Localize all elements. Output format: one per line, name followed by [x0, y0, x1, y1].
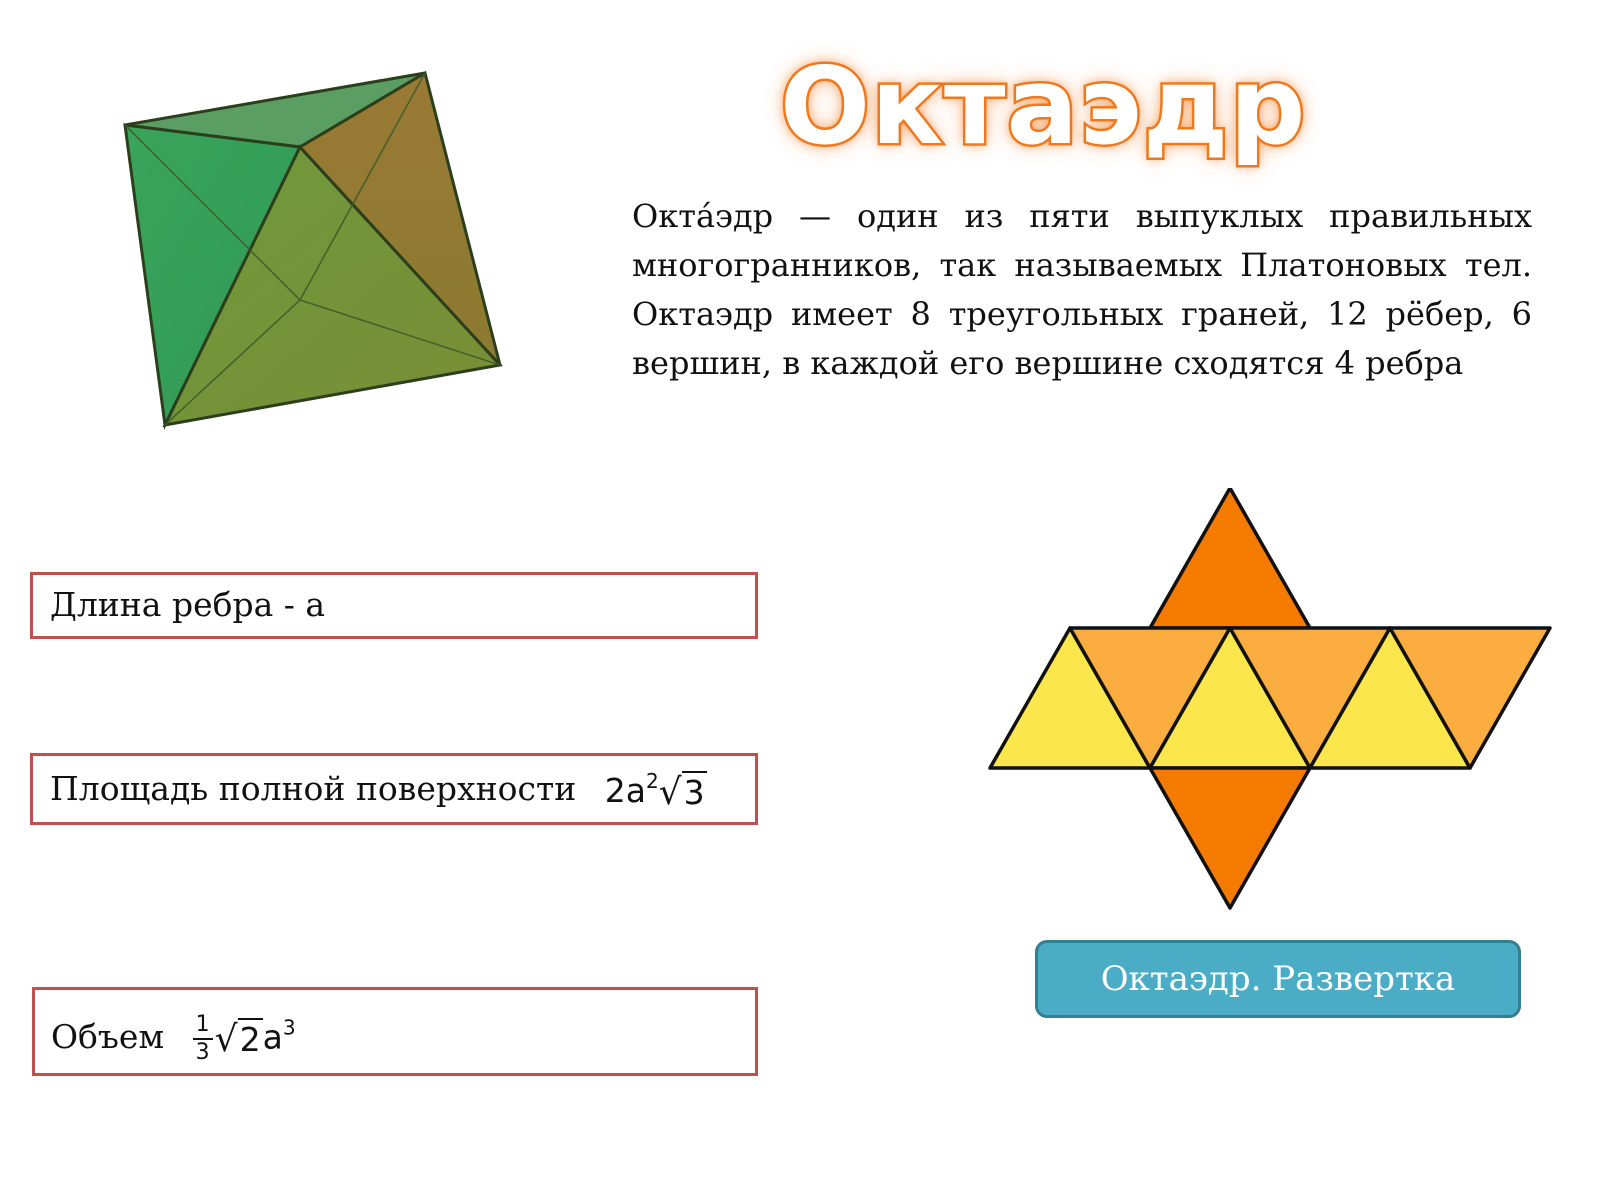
net-triangle-top: [1150, 488, 1310, 628]
surface-radicand: 3: [683, 773, 705, 812]
surface-area-formula: [605, 769, 707, 813]
surface-coef: 2a: [604, 771, 646, 810]
volume-numerator: 1: [193, 1012, 213, 1040]
volume-power: 3: [282, 1015, 296, 1040]
volume-denominator: 3: [195, 1040, 210, 1065]
surface-power: 2: [645, 769, 659, 793]
edge-length-label: Длина ребра - a: [50, 585, 326, 624]
slide-title: Октаэдр: [780, 45, 1307, 168]
volume-box: [32, 987, 758, 1076]
net-triangle-bottom: [1150, 768, 1310, 908]
sqrt-symbol: √2: [214, 1018, 261, 1060]
volume-label: Объем: [51, 1017, 165, 1056]
volume-var: a: [262, 1017, 283, 1057]
octahedron-description: Окта́эдр — один из пяти выпуклых правильных многогранников, так называемых Платоновых тел. Октаэдр имеет 8 треугольных граней, 12 рёбер, 6 вершин, в каждой его вершине сходятся 4 ребра: [632, 197, 1532, 382]
octahedron-image: [115, 65, 515, 440]
volume-fraction: [193, 1012, 213, 1066]
surface-area-box: [30, 753, 758, 825]
surface-area-label: Площадь полной поверхности: [50, 769, 577, 808]
octahedron-net: [985, 488, 1570, 928]
octahedron-net-button[interactable]: Октаэдр. Развертка: [1035, 940, 1521, 1018]
volume-radicand: 2: [239, 1019, 261, 1059]
volume-formula: [193, 1012, 296, 1066]
sqrt-symbol: √3: [658, 772, 705, 813]
edge-length-box: [30, 572, 758, 639]
